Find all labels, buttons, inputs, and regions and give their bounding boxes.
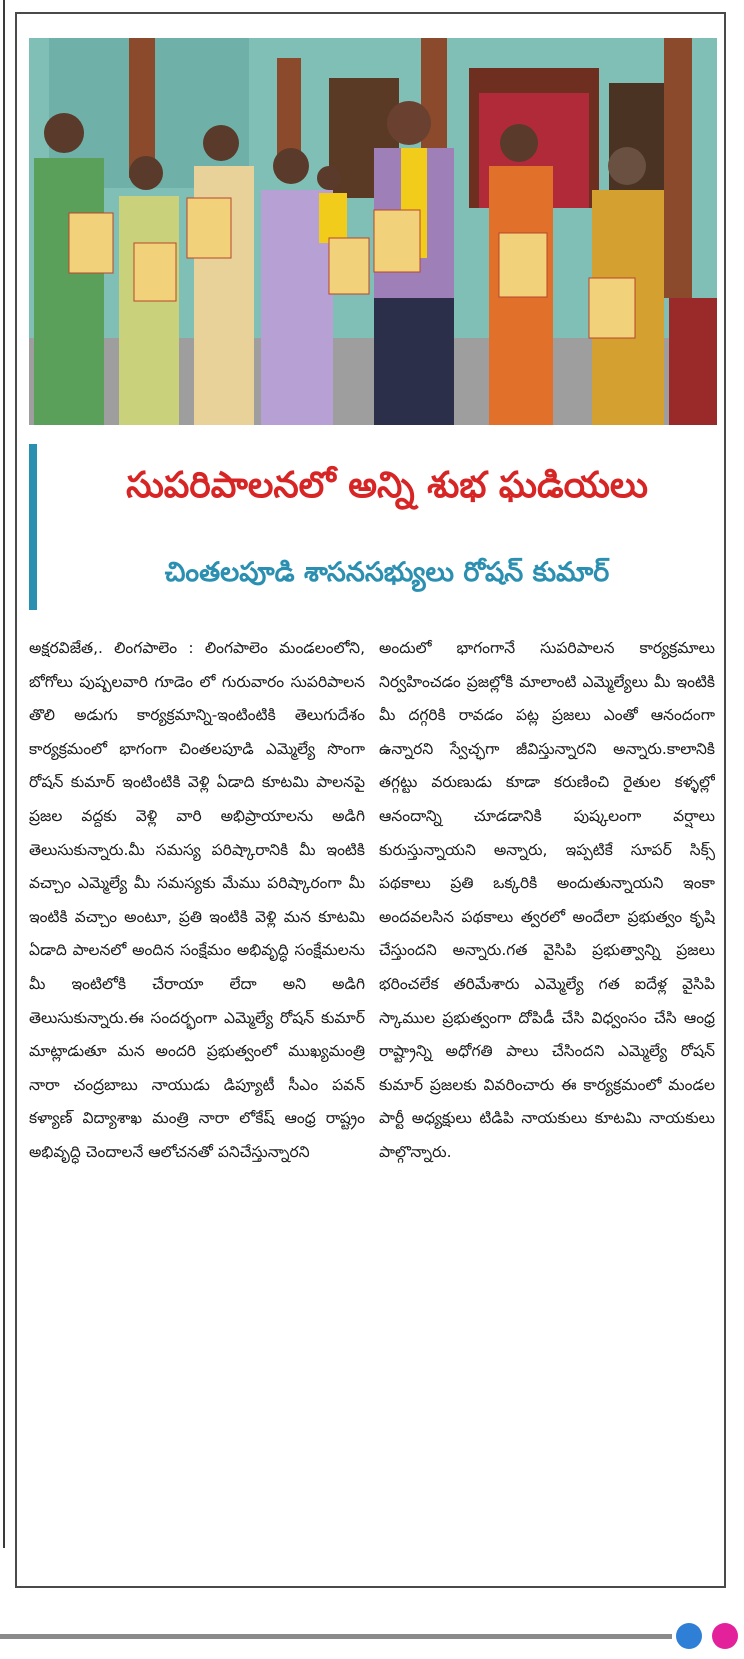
headline-accent-bar: [29, 444, 37, 610]
news-article: [15, 12, 726, 1588]
body-column-left: అక్షరవిజేత,. లింగపాలెం : లింగపాలెం మండలంలోని, బోగోలు పుష్పలవారి గూడెం లో గురువారం సుపరిపాలన తొలి అడుగు కార్యక్రమాన్ని-ఇంటింటికి తెలుగుదేశం కార్యక్రమంలో భాగంగా చింతలపూడి ఎమ్మెల్యే సొంగా రోషన్ కుమార్ ఇంటింటికి వెళ్లి ఏడాది కూటమి పాలనపై ప్రజల వద్దకు వెళ్లి వారి అభిప్రాయాలను అడిగి తెలుసుకున్నారు.మీ సమస్య పరిష్కారానికి మీ ఇంటికి వచ్చాం ఎమ్మెల్యే మీ సమస్యకు మేము పరిష్కారంగా మీ ఇంటికి వచ్చాం అంటూ, ప్రతి ఇంటికి వెళ్లి మన కూటమి ఏడాది పాలనలో అందిన సంక్షేమం అభివృద్ధి సంక్షేమలను మీ ఇంటిలోకి చేరాయా లేదా అని అడిగి తెలుసుకున్నారు.ఈ సందర్భంగా ఎమ్మెల్యే రోషన్ కుమార్ మాట్లాడుతూ మన అందరి ప్రభుత్వంలో ముఖ్యమంత్రి నారా చంద్రబాబు నాయుడు డిప్యూటీ సీఎం పవన్ కళ్యాణ్ విద్యాశాఖ మంత్రి నారా లోకేష్ ఆంధ్ర రాష్ట్రం అభివృద్ధి చెందాలనే ఆలోచనతో పనిచేస్తున్నారని: [29, 639, 365, 1161]
article-body: [29, 632, 715, 1562]
footer-blue-dot: [676, 1623, 702, 1649]
footer-pink-dot: [712, 1623, 738, 1649]
footer-rule: [0, 1634, 672, 1639]
headline: సుపరిపాలనలో అన్ని శుభ ఘడియలు: [126, 465, 648, 506]
photo-icon: [29, 38, 717, 425]
column-divider-left: [3, 0, 5, 1548]
article-photo: [29, 38, 717, 425]
headline-block: [29, 438, 717, 616]
subheadline: చింతలపూడి శాసనసభ్యులు రోషన్ కుమార్: [164, 557, 610, 588]
body-column-right: అందులో భాగంగానే సుపరిపాలన కార్యక్రమాలు నిర్వహించడం ప్రజల్లోకి మాలాంటి ఎమ్మెల్యేలు మీ ఇంటికి మీ దగ్గరికి రావడం పట్ల ప్రజలు ఎంతో ఆనందంగా ఉన్నారని స్వేచ్ఛగా జీవిస్తున్నారని అన్నారు.కాలానికి తగ్గట్టు వరుణుడు కూడా కరుణించి రైతుల కళ్ళల్లో ఆనందాన్ని చూడడానికి పుష్కలంగా వర్షాలు కురుస్తున్నాయని అన్నారు, ఇప్పటికే సూపర్ సిక్స్ పథకాలు ప్రతి ఒక్కరికి అందుతున్నాయని ఇంకా అందవలసిన పథకాలు త్వరలో అందేలా ప్రభుత్వం కృషి చేస్తుందని అన్నారు.గత వైసిపి ప్రభుత్వాన్ని ప్రజలు భరించలేక తరిమేశారు ఎమ్మెల్యే గత ఐదేళ్ల వైసిపి స్కాముల ప్రభుత్వంగా దోపిడీ చేసి విధ్వంసం చేసి ఆంధ్ర రాష్ట్రాన్ని అధోగతి పాలు చేసిందని ఎమ్మెల్యే రోషన్ కుమార్ ప్రజలకు వివరించారు ఈ కార్యక్రమంలో మండల పార్టీ అధ్యక్షులు టిడిపి నాయకులు కూటమి నాయకులు పాల్గొన్నారు.: [379, 639, 715, 1161]
